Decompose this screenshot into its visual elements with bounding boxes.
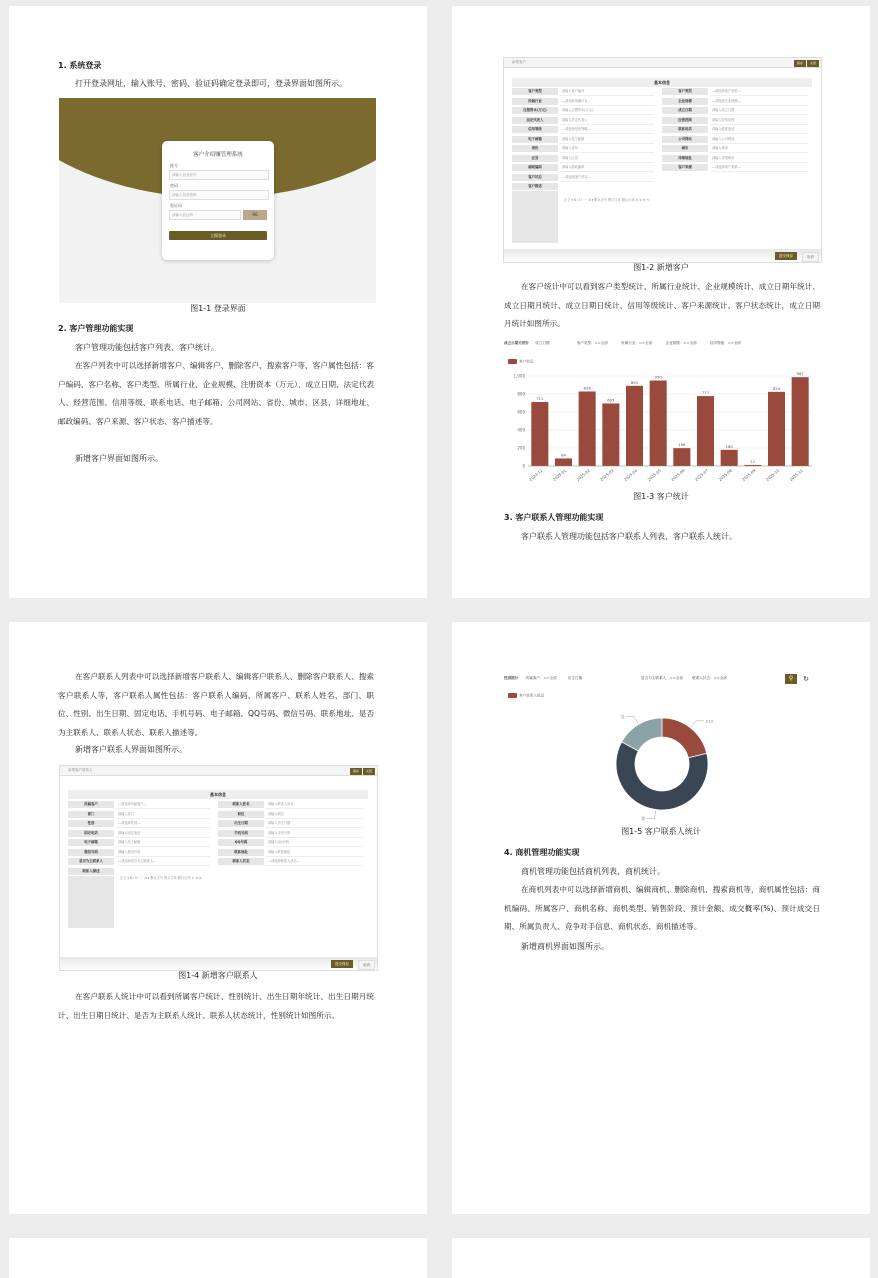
pie-filter-status-label: 联系人状态： <box>692 676 714 680</box>
field-input[interactable]: 请输入联系地址 <box>266 849 364 857</box>
bar-value-label: 12 <box>750 458 756 464</box>
contact-close-top-button[interactable]: 关闭 <box>363 768 375 775</box>
document-page-1 <box>9 6 427 598</box>
bar-value-label: 198 <box>678 442 686 448</box>
filter-industry[interactable]: ==全部 <box>639 341 653 345</box>
field-input[interactable]: —请选择信用等级— <box>560 126 654 134</box>
customer-stats-paragraph: 在客户统计中可以看到客户类型统计、所属行业统计、企业规模统计、成立日期年统计、成立日期月统计、成立日期日统计、信用等级统计、客户来源统计、客户状态统计，成立日期月统计如图所示。 <box>504 282 820 328</box>
contact-stats-paragraph: 在客户联系人统计中可以看到所属客户统计、性别统计、出生日期年统计、出生日期月统计、出生日期日统计、是否为主联系人统计、联系人状态统计，性别统计如图所示。 <box>58 992 374 1020</box>
section-1-text: 打开登录网址，输入账号、密码、验证码确定登录即可，登录界面如图所示。 <box>75 79 347 88</box>
pie-legend-swatch <box>508 693 517 698</box>
section-3-title: 3. 客户联系人管理功能实现 <box>504 513 604 522</box>
field-label: 邮政编码 <box>512 164 558 171</box>
field-input[interactable]: —请选择客户类型— <box>710 88 808 96</box>
filter-industry-label: 所属行业： <box>621 341 639 345</box>
password-input[interactable]: 请输入登录密码 <box>169 190 269 200</box>
field-input[interactable]: —请选择是否为主联系人— <box>116 858 210 866</box>
login-screenshot <box>59 98 376 303</box>
legend-label: 客户数量 <box>519 359 534 364</box>
x-tick-label: 2025-03 <box>599 467 615 482</box>
bar-value-label: 950 <box>654 374 662 380</box>
x-tick-label: 2024-12 <box>528 467 544 482</box>
field-input[interactable]: 请输入QQ号码 <box>266 839 364 847</box>
refresh-icon[interactable]: ↻ <box>803 675 809 683</box>
document-page-3 <box>9 622 427 1214</box>
pie-filter-birth-label: 出生日期： <box>567 676 586 680</box>
filter-customer-type[interactable]: ==全部 <box>594 341 608 345</box>
description-label-column <box>68 876 114 928</box>
form-top-buttons <box>793 59 819 68</box>
bar-value-label: 828 <box>583 385 591 391</box>
bar[interactable] <box>626 386 643 466</box>
x-tick-label: 2025-11 <box>788 467 804 482</box>
section-4-intro: 商机管理功能包括商机列表、商机统计。 <box>521 867 665 876</box>
filter-scale[interactable]: ==全部 <box>683 341 697 345</box>
slice-leader-line <box>647 811 656 819</box>
filter-credit[interactable]: ==全部 <box>727 341 741 345</box>
form-close-top-button[interactable]: 关闭 <box>807 60 819 67</box>
field-label: 客户类型 <box>512 88 558 95</box>
field-input[interactable]: 请输入职位 <box>266 811 364 819</box>
bar-chart-unit: 成立日期 <box>535 341 550 345</box>
y-tick-label: 600 <box>517 409 525 415</box>
x-tick-label: 2025-04 <box>622 467 639 482</box>
section-2-paragraph: 在客户列表中可以选择新增客户、编辑客户、删除客户、搜索客户等，客户属性包括：客户编码、客户名称、客户类型、所属行业、企业规模、注册资本（万元）、成立日期、法定代表人、经营范围、信用等级、联系电话、电子邮箱、公司网站、省份、城市、区县、详细地址、邮政编码、客户来源、客户状态、客户描述等。 <box>58 361 374 426</box>
section-2-title: 2. 客户管理功能实现 <box>58 324 134 333</box>
field-label: 联系人描述 <box>68 868 114 875</box>
pie-filter-customer[interactable]: ==全部 <box>543 676 557 680</box>
form-save-top-button[interactable]: 保存 <box>794 60 806 67</box>
field-input[interactable]: 请输入注册资本(万元) <box>560 107 654 115</box>
new-contact-form-screenshot <box>59 765 378 971</box>
section-4-paragraph: 在商机列表中可以选择新增商机、编辑商机、删除商机、搜索商机等，商机属性包括：商机编码、所属客户、商机名称、商机类型、销售阶段、预计金额、成交概率(%)、预计成交日期、所属负责人、竞争对手信息、商机状态、商机描述等。 <box>504 885 820 931</box>
field-label: 联系人姓名 <box>218 801 264 808</box>
legend-swatch <box>508 359 517 364</box>
pie-filter-customer-label: 所属客户： <box>525 676 544 680</box>
field-input[interactable]: 请输入出生日期 <box>266 820 364 828</box>
contact-save-top-button[interactable]: 保存 <box>350 768 362 775</box>
description-label-column <box>512 191 558 243</box>
slice-label: 男 <box>641 815 646 821</box>
bar-chart-legend <box>508 359 533 365</box>
field-input[interactable]: 请输入联系电话 <box>710 126 808 134</box>
form-breadcrumb <box>504 58 821 68</box>
login-card <box>162 141 274 260</box>
section-2-intro: 客户管理功能包括客户列表、客户统计。 <box>75 343 219 352</box>
document-page-4 <box>452 622 870 1214</box>
field-label: 城市 <box>662 145 708 152</box>
field-label: 部门 <box>68 811 114 818</box>
field-input[interactable]: 请输入邮政编码 <box>560 164 654 172</box>
bar-value-label: 180 <box>725 443 733 449</box>
customer-bar-chart-screenshot <box>504 338 820 488</box>
field-input[interactable]: 请输入电子邮箱 <box>560 136 654 144</box>
x-tick-label: 2025-05 <box>646 467 662 482</box>
contact-breadcrumb-text: 新增客户联系人 <box>68 768 93 772</box>
bar-chart-title: 成立日期月统计 <box>504 341 530 345</box>
breadcrumb-text: 新增客户 <box>512 60 526 64</box>
field-label: 微信号码 <box>68 849 114 856</box>
field-label: 信用等级 <box>512 126 558 133</box>
field-input[interactable]: 请输入省份 <box>560 145 654 153</box>
field-label: 联系人状态 <box>218 858 264 865</box>
bar[interactable] <box>673 448 690 466</box>
pie-chart-title: 性别统计 <box>504 676 519 680</box>
field-input[interactable]: —请选择性别— <box>116 820 210 828</box>
figure-1-3-caption: 图1-3 客户统计 <box>633 492 689 501</box>
field-label: 是否为主联系人 <box>68 858 114 865</box>
y-tick-label: 1,000 <box>513 373 525 379</box>
x-tick-label: 2025-08 <box>717 467 733 482</box>
field-label: 成立日期 <box>662 107 708 114</box>
contact-form-breadcrumb <box>60 766 377 776</box>
field-input[interactable]: 请输入客户编号 <box>560 88 654 96</box>
bar-chart <box>504 368 820 498</box>
x-tick-label: 2025-06 <box>670 467 686 482</box>
figure-1-5-caption: 图1-5 客户联系人统计 <box>621 827 701 836</box>
bar-value-label: 891 <box>630 379 639 385</box>
pie-filter-primary-label: 是否为主联系人： <box>641 676 670 680</box>
y-tick-label: 0 <box>522 463 525 469</box>
bar-chart-filter-bar <box>504 341 741 346</box>
login-button[interactable]: 立即登录 <box>169 231 267 240</box>
submit-save-button[interactable]: 提交保存 <box>775 252 797 260</box>
bar[interactable] <box>768 392 785 466</box>
field-input[interactable]: 请输入法定代表人 <box>560 117 654 125</box>
field-input[interactable]: 请输入城市 <box>710 145 808 153</box>
bar[interactable] <box>697 396 714 466</box>
field-input[interactable]: —请选择所属行业— <box>560 98 654 106</box>
x-tick-label: 2025-02 <box>575 467 591 482</box>
field-input[interactable]: 请输入固定电话 <box>116 830 210 838</box>
field-label: 固定电话 <box>68 830 114 837</box>
filter-scale-label: 企业规模： <box>665 341 684 345</box>
field-label: 手机号码 <box>218 830 264 837</box>
pie-chart-filter-bar <box>504 676 727 681</box>
form-footer <box>504 249 821 262</box>
bar-value-label: 777 <box>701 390 710 396</box>
contact-form-top-buttons <box>349 767 375 776</box>
bar-value-label: 987 <box>796 371 804 377</box>
bar-value-label: 711 <box>536 396 544 402</box>
field-label: 联系地址 <box>218 849 264 856</box>
field-label: 出生日期 <box>218 820 264 827</box>
field-label: 客户状态 <box>512 174 558 181</box>
contact-form-footer <box>60 957 377 970</box>
section-1-title: 1. 系统登录 <box>58 61 102 70</box>
contact-form-note: 新增客户联系人界面如图所示。 <box>75 745 187 754</box>
y-tick-label: 400 <box>517 427 525 433</box>
account-input[interactable]: 请输入登录账号 <box>169 170 269 180</box>
field-input[interactable]: —请选择联系人状态— <box>266 858 364 866</box>
editor-toolbar[interactable]: 正文 ▾ B I U · ··· A ▾ 默认字号 默认字体 默认行高 ≡ ≡ ⊕ ⟲ <box>564 198 650 202</box>
x-tick-label: 2025-10 <box>764 467 781 482</box>
field-input[interactable]: 请输入详细地址 <box>710 155 808 163</box>
field-label: 客户描述 <box>512 183 558 190</box>
field-label: 详细地址 <box>662 155 708 162</box>
x-tick-label: 2025-07 <box>693 467 710 482</box>
pie-chart <box>504 702 820 827</box>
field-label: 职位 <box>218 811 264 818</box>
cancel-button[interactable]: 取消 <box>802 252 819 262</box>
account-label: 账号 <box>170 163 178 168</box>
form-section-header: 基本信息 <box>512 78 812 87</box>
field-label: 法定代表人 <box>512 117 558 124</box>
field-input[interactable]: —请选择客户来源— <box>710 164 808 172</box>
figure-1-2-caption: 图1-2 新增客户 <box>633 263 689 272</box>
field-label: 经营范围 <box>662 117 708 124</box>
field-label: 客户类型 <box>662 88 708 95</box>
field-input[interactable]: 请输入手机号码 <box>266 830 364 838</box>
field-input[interactable]: —请选择企业规模— <box>710 98 808 106</box>
field-input[interactable]: 请输入公司网站 <box>710 136 808 144</box>
contact-editor-toolbar[interactable]: 正文 ▾ B I U · ··· A ▾ 默认字号 默认字体 默认行高 ≡ ≡ ⊕ <box>120 876 202 880</box>
field-input[interactable]: 请输入成立日期 <box>710 107 808 115</box>
field-input[interactable]: 请输入经营范围 <box>710 117 808 125</box>
bar-value-label: 695 <box>607 397 615 403</box>
figure-1-1-caption: 图1-1 登录界面 <box>190 304 246 313</box>
document-page-2 <box>452 6 870 598</box>
section-2-note: 新增客户界面如图所示。 <box>75 454 163 463</box>
bar-value-label: 824 <box>772 385 781 391</box>
field-label: QQ号码 <box>218 839 264 846</box>
search-icon[interactable]: ⚲ <box>785 674 797 684</box>
pie-filter-primary[interactable]: ==全部 <box>669 676 683 680</box>
field-label: 电子邮箱 <box>68 839 114 846</box>
pie-legend-label: 客户联系人数量 <box>519 693 545 698</box>
field-input[interactable]: 请输入微信号码 <box>116 849 210 857</box>
x-tick-label: 2025-01 <box>551 467 568 482</box>
section-3-intro: 客户联系人管理功能包括客户联系人列表、客户联系人统计。 <box>521 532 737 541</box>
bar-value-label: 84 <box>561 452 566 458</box>
bar[interactable] <box>650 381 667 467</box>
slice-leader-line <box>626 717 638 724</box>
field-input[interactable]: 请输入区县 <box>560 155 654 163</box>
x-tick-label: 2025-09 <box>741 467 757 482</box>
slice-label: 女 <box>620 714 625 720</box>
slice-leader-line <box>691 721 704 727</box>
field-input[interactable]: 请输入联系人姓名 <box>266 801 364 809</box>
pie-filter-status[interactable]: ==全部 <box>713 676 727 680</box>
contact-form-section-header: 基本信息 <box>68 790 368 799</box>
captcha-image[interactable]: R6 <box>243 210 267 220</box>
y-tick-label: 800 <box>517 391 525 397</box>
captcha-input[interactable]: 请输入验证码 <box>169 210 241 220</box>
bar[interactable] <box>602 403 619 466</box>
field-label: 电子邮箱 <box>512 136 558 143</box>
filter-credit-label: 信用等级： <box>709 341 728 345</box>
field-label: 联系电话 <box>662 126 708 133</box>
field-label: 所属客户 <box>68 801 114 808</box>
contact-pie-chart-screenshot <box>504 672 820 824</box>
field-label: 所属行业 <box>512 98 558 105</box>
bar[interactable] <box>792 377 809 466</box>
bar[interactable] <box>555 458 572 466</box>
donut-slice[interactable] <box>662 718 707 758</box>
field-label: 客户来源 <box>662 164 708 171</box>
field-input[interactable]: —请选择所属客户— <box>116 801 210 809</box>
document-page-6 <box>452 1238 870 1278</box>
contact-submit-save-button[interactable]: 提交保存 <box>331 960 353 968</box>
figure-1-4-caption: 图1-4 新增客户联系人 <box>178 971 258 980</box>
field-label: 区县 <box>512 155 558 162</box>
section-4-title: 4. 商机管理功能实现 <box>504 848 580 857</box>
bar[interactable] <box>531 402 548 466</box>
bar[interactable] <box>579 391 596 466</box>
field-label: 企业规模 <box>662 98 708 105</box>
document-page-5 <box>9 1238 427 1278</box>
contact-cancel-button[interactable]: 取消 <box>358 960 375 970</box>
login-system-title: 客户介绍赚管理系统 <box>193 152 243 158</box>
field-label: 省份 <box>512 145 558 152</box>
contact-list-paragraph: 在客户联系人列表中可以选择新增客户联系人、编辑客户联系人、删除客户联系人、搜索客户联系人等，客户联系人属性包括：客户联系人编码、所属客户、联系人姓名、部门、职位、性别、出生日期、固定电话、手机号码、电子邮箱、QQ号码、微信号码、联系地址、是否为主联系人、联系人状态、联系人描述等。 <box>58 672 374 737</box>
new-customer-form-screenshot <box>503 57 822 263</box>
field-label: 性别 <box>68 820 114 827</box>
y-tick-label: 200 <box>517 445 525 451</box>
password-label: 密码 <box>170 183 178 188</box>
field-input[interactable]: 请输入部门 <box>116 811 210 819</box>
filter-customer-type-label: 客户类型： <box>576 341 595 345</box>
field-input[interactable]: 请输入电子邮箱 <box>116 839 210 847</box>
section-4-note: 新增商机界面如图所示。 <box>521 942 609 951</box>
pie-chart-legend <box>508 693 544 699</box>
bar[interactable] <box>721 450 738 466</box>
slice-label: 213 <box>705 718 713 724</box>
captcha-label: 验证码 <box>170 203 182 208</box>
field-input[interactable]: —请选择客户状态— <box>560 174 654 182</box>
field-label: 注册资本(万元) <box>512 107 558 114</box>
field-label: 公司网站 <box>662 136 708 143</box>
